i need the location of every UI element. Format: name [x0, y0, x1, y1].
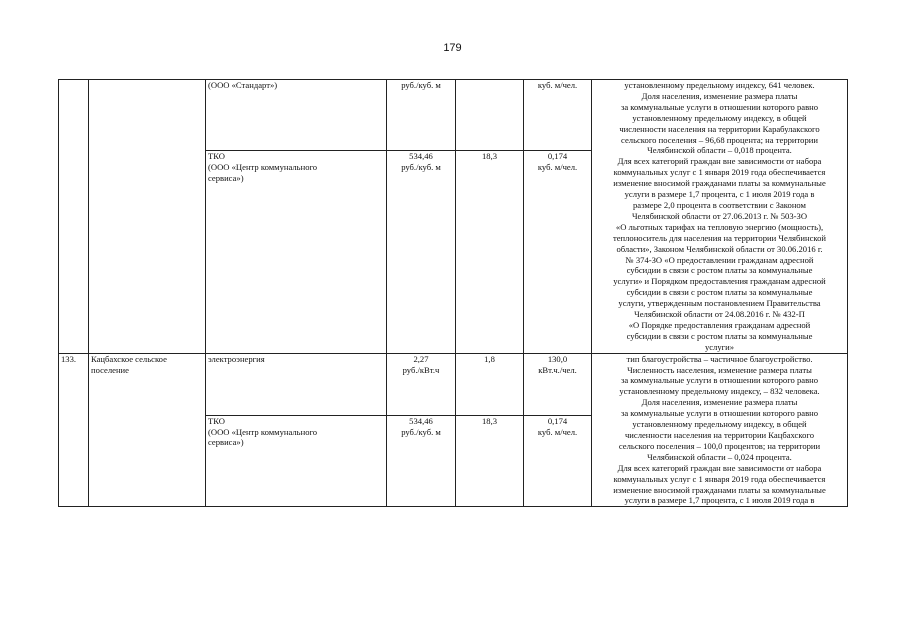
note-line: Численность населения, изменение размера платы — [627, 364, 812, 375]
note-line: субсидии в связи с ростом платы за коммунальные — [626, 265, 813, 276]
note-line: за коммунальные услуги в отношении которого равно — [620, 408, 819, 419]
service-provider: сервиса») — [208, 437, 244, 448]
volume-unit: кВт.ч./чел. — [538, 364, 577, 375]
percent-cell — [456, 80, 524, 151]
tariff-cell — [387, 80, 456, 151]
note-line: размере 2,0 процента в соответствии с Законом — [632, 199, 807, 210]
tariff-unit: руб./куб. м — [401, 162, 441, 173]
note-cell — [592, 353, 848, 507]
note-line: численности населения на территории Кацбахского — [624, 430, 815, 440]
tariff-unit: руб./куб. м — [401, 426, 441, 437]
tariff-cell — [387, 151, 456, 353]
note-line: «О Порядке предоставления гражданам адресной — [628, 319, 811, 330]
note-line: установленному предельному индексу, – 832 человека. — [619, 386, 820, 397]
note-cell — [592, 80, 848, 354]
note-line: субсидии в связи с ростом платы за коммунальные — [626, 287, 813, 298]
tariff-cell — [387, 353, 456, 415]
settlement-name-cell — [89, 353, 206, 507]
volume-cell — [524, 151, 592, 353]
note-line: «О льготных тарифах на тепловую энергию (мощность), — [615, 221, 824, 232]
tariff-unit: руб./кВт.ч — [402, 364, 440, 375]
table-row — [59, 353, 848, 415]
note-line: услуги» и Порядком предоставления гражданам адресной — [613, 276, 826, 287]
note-line: Челябинской области – 0,024 процента. — [647, 451, 792, 462]
note-line: Доля населения, изменение размера платы — [641, 90, 798, 101]
note-line: Для всех категорий граждан вне зависимости от набора — [617, 156, 822, 167]
note-line: услуги» — [704, 341, 735, 352]
service-cell — [206, 353, 387, 415]
note-line: численности населения на территории Карабулакского — [619, 123, 820, 134]
service-cell — [206, 415, 387, 507]
note-line: Доля населения, изменение размера платы — [641, 397, 798, 408]
percent-cell: 18,3 — [456, 415, 524, 507]
tariff-value: 534,46 — [409, 415, 433, 426]
note-line: услуги в размере 1,7 процента, с 1 июля 2019 года в — [624, 495, 815, 506]
service-provider: сервиса») — [208, 173, 244, 184]
note-line: тип благоустройства – частичное благоустройство. — [626, 353, 813, 364]
note-line: за коммунальные услуги в отношении которого равно — [620, 375, 819, 386]
volume-unit: куб. м/чел. — [537, 80, 578, 90]
volume-cell — [524, 353, 592, 415]
percent-cell: 1,8 — [456, 353, 524, 415]
tariff-value: 534,46 — [409, 151, 433, 162]
note-line: изменение вносимой гражданами платы за коммунальные — [613, 484, 826, 495]
tariff-unit: руб./куб. м — [401, 80, 441, 90]
note-line: сельского поселения – 96,68 процента; на территории — [621, 134, 818, 145]
volume-unit: куб. м/чел. — [537, 162, 578, 173]
tariff-value: 2,27 — [413, 353, 429, 364]
entry-number-cell: 133. — [59, 353, 89, 507]
note-line: изменение вносимой гражданами платы за коммунальные — [613, 178, 826, 189]
table-row — [59, 80, 848, 151]
settlement-name: Кацбахское сельское — [91, 353, 167, 364]
service-cell — [206, 80, 387, 151]
service-provider: (ООО «Стандарт») — [208, 80, 278, 90]
note-line: коммунальных услуг с 1 января 2019 года обеспечивается — [613, 167, 826, 178]
service-type: ТКО — [208, 415, 225, 426]
volume-unit: куб. м/чел. — [537, 426, 578, 437]
note-line: Для всех категорий граждан вне зависимости от набора — [617, 462, 822, 473]
note-line: коммунальных услуг с 1 января 2019 года обеспечивается — [613, 473, 826, 484]
settlement-name-cell — [89, 80, 206, 354]
volume-value: 130,0 — [547, 353, 568, 364]
note-line: Челябинской области от 24.08.2016 г. № 432-П — [634, 309, 805, 320]
volume-value: 0,174 — [547, 151, 568, 162]
note-line: установленному предельному индексу, в общей — [632, 419, 807, 430]
entry-number-cell — [59, 80, 89, 354]
volume-cell — [524, 80, 592, 151]
volume-cell — [524, 415, 592, 507]
note-line: Челябинской области – 0,018 процента. — [647, 145, 792, 156]
volume-value: 0,174 — [547, 415, 568, 426]
note-line: субсидии в связи с ростом платы за коммунальные — [626, 330, 813, 341]
note-line: области», Законом Челябинской области от 30.06.2016 г. — [616, 243, 823, 254]
note-line: № 374-ЗО «О предоставлении гражданам адресной — [625, 254, 814, 265]
note-line: Челябинской области от 27.06.2013 г. № 503-ЗО — [631, 210, 808, 221]
tariff-table — [58, 79, 848, 507]
service-type: электроэнергия — [208, 353, 265, 364]
service-type: ТКО — [208, 151, 225, 162]
note-line: услуги в размере 1,7 процента, с 1 июля 2019 года в — [624, 189, 815, 200]
note-line: теплоноситель для населения на территории Челябинской — [612, 232, 827, 243]
service-provider: (ООО «Центр коммунального — [208, 162, 318, 173]
note-line: услуги, утвержденным постановлением Правительства — [618, 298, 821, 309]
service-provider: (ООО «Центр коммунального — [208, 426, 318, 437]
service-cell — [206, 151, 387, 353]
note-line: установленному предельному индексу, в общей — [632, 112, 807, 123]
note-line: установленному предельному индексу, 641 человек. — [624, 80, 815, 90]
tariff-cell — [387, 415, 456, 507]
note-line: за коммунальные услуги в отношении которого равно — [620, 101, 819, 112]
percent-cell: 18,3 — [456, 151, 524, 353]
note-line: сельского поселения – 100,0 процентов; на территории — [618, 440, 821, 451]
settlement-name: поселение — [91, 364, 129, 375]
page-number: 179 — [443, 42, 462, 54]
